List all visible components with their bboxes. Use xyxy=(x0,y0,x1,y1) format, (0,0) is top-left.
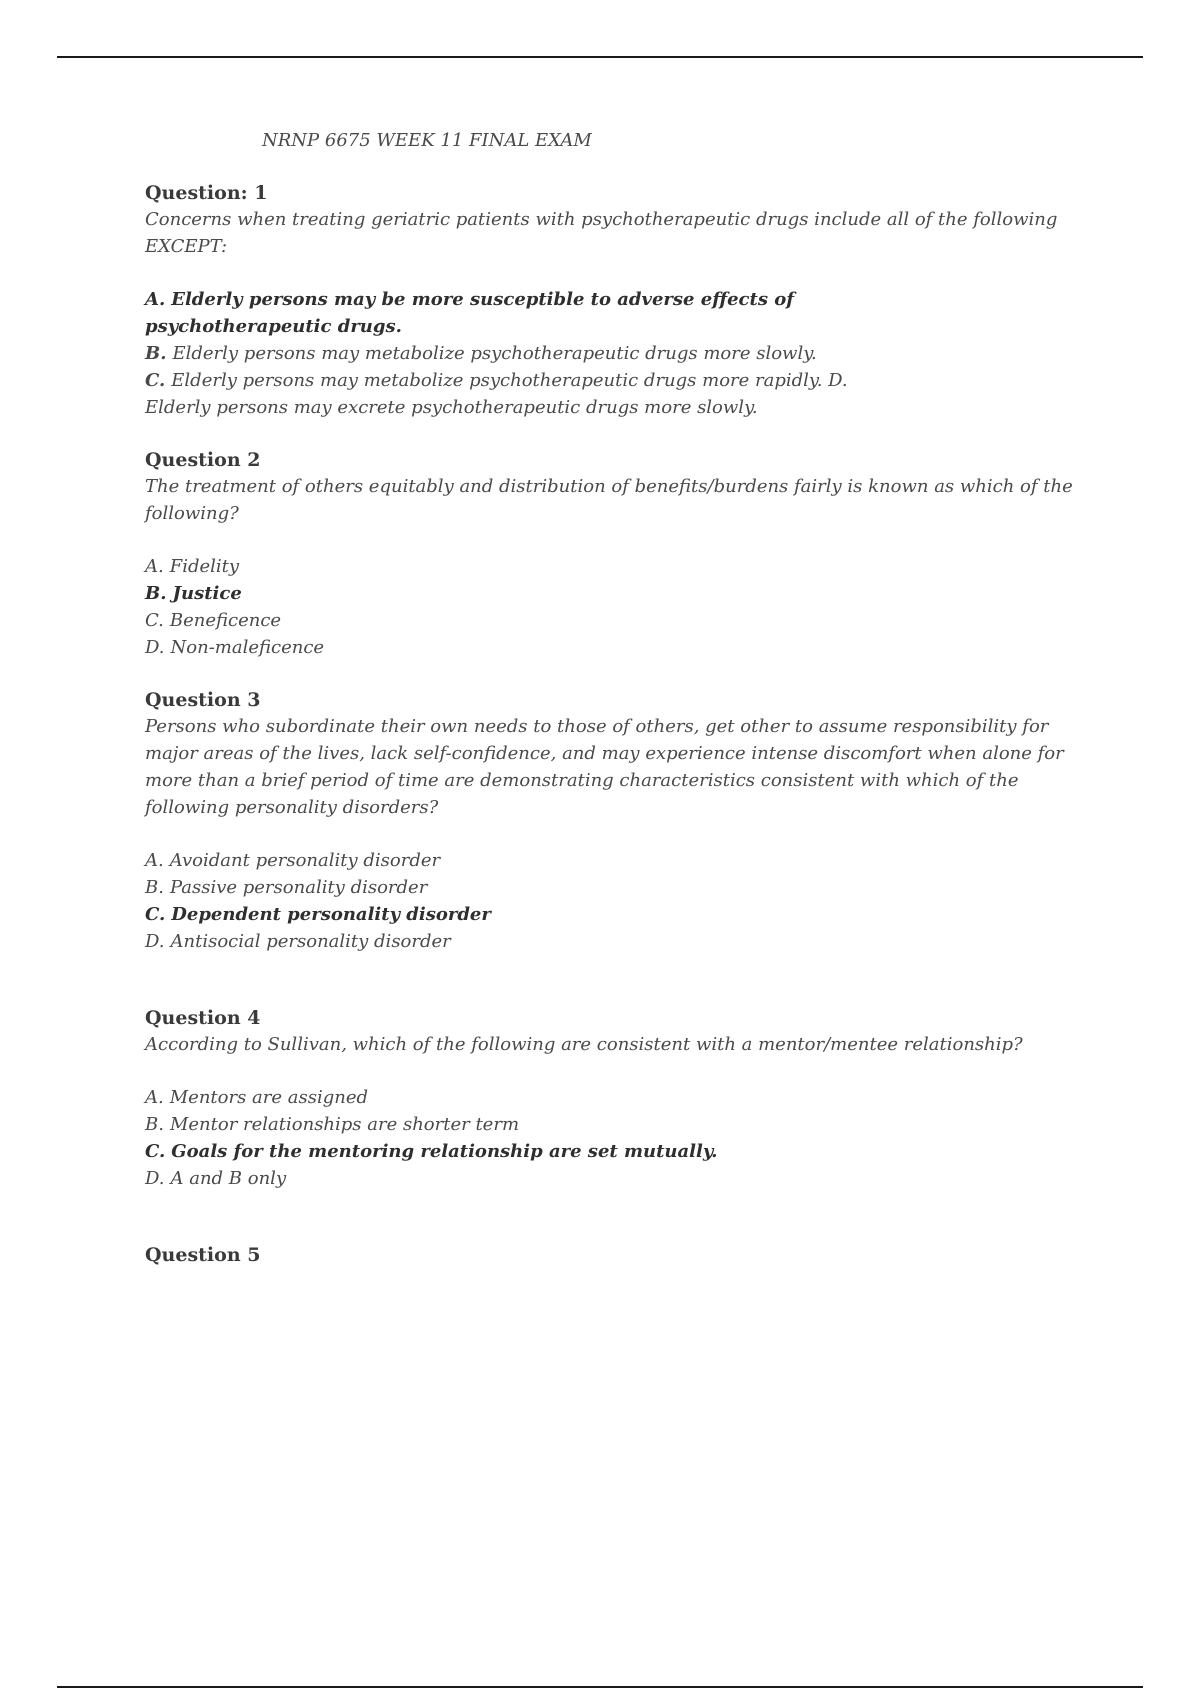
option-text: Antisocial personality disorder xyxy=(170,931,451,952)
question-heading: Question 2 xyxy=(145,449,261,471)
option-letter: A. xyxy=(145,556,164,577)
answer-option xyxy=(145,1084,1085,1111)
option-text: Non-maleficence xyxy=(170,637,325,658)
question-text: According to Sullivan, which of the following are consistent with a mentor/mentee relationship? xyxy=(145,1034,1023,1055)
option-text: Goals for the mentoring relationship are set mutually. xyxy=(171,1141,718,1162)
option-text: Passive personality disorder xyxy=(169,877,428,898)
option-text: Mentors are assigned xyxy=(169,1087,369,1108)
document-title: NRNP 6675 WEEK 11 FINAL EXAM xyxy=(262,130,592,151)
option-text: Elderly persons may metabolize psychotherapeutic drugs more rapidly. D. xyxy=(171,370,848,391)
question-heading: Question: 1 xyxy=(145,182,268,204)
option-letter: C. xyxy=(145,370,166,391)
option-text: Beneficence xyxy=(169,610,282,631)
answer-option xyxy=(145,553,1085,580)
option-text: Avoidant personality disorder xyxy=(169,850,441,871)
answer-option-correct xyxy=(145,1138,1085,1165)
option-text: Elderly persons may excrete psychotherapeutic drugs more slowly. xyxy=(145,397,758,418)
option-text: Elderly persons may metabolize psychotherapeutic drugs more slowly. xyxy=(172,343,817,364)
option-text: A and B only xyxy=(170,1168,287,1189)
question-text: Persons who subordinate their own needs to those of others, get other to assume responsibility for major areas of the lives, lack self-confidence, and may experience intense discomfort when alone for more than a brief period of time are demonstrating characteristics consistent with which of the following personality disorders? xyxy=(145,716,1064,818)
option-letter: D. xyxy=(145,637,165,658)
question-3 xyxy=(145,687,1085,955)
answer-option xyxy=(145,367,1085,394)
question-heading: Question 3 xyxy=(145,689,261,711)
answer-option xyxy=(145,874,1085,901)
option-letter: D. xyxy=(145,931,165,952)
option-letter: C. xyxy=(145,610,164,631)
document-page xyxy=(145,128,1085,1268)
option-letter: B. xyxy=(145,1114,164,1135)
option-text: Elderly persons may be more susceptible to adverse effects of psychotherapeutic drugs. xyxy=(145,289,794,337)
answer-option xyxy=(145,394,1085,421)
answer-option xyxy=(145,1111,1085,1138)
question-2 xyxy=(145,447,1085,661)
option-text: Mentor relationships are shorter term xyxy=(169,1114,520,1135)
question-text: Concerns when treating geriatric patients with psychotherapeutic drugs include all of the following EXCEPT: xyxy=(145,209,1058,257)
option-letter: C. xyxy=(145,904,166,925)
answer-option xyxy=(145,847,1085,874)
option-letter: D. xyxy=(145,1168,165,1189)
question-4 xyxy=(145,1005,1085,1192)
option-letter: C. xyxy=(145,1141,166,1162)
answer-option xyxy=(145,607,1085,634)
answer-option xyxy=(145,928,1085,955)
option-letter: B. xyxy=(145,343,167,364)
option-letter: B. xyxy=(145,877,164,898)
answer-option-correct xyxy=(145,580,1085,607)
top-rule xyxy=(57,56,1143,58)
answer-option xyxy=(145,634,1085,661)
answer-option-correct xyxy=(145,901,1085,928)
option-text: Fidelity xyxy=(169,556,240,577)
question-heading: Question 4 xyxy=(145,1007,261,1029)
option-text: Justice xyxy=(172,583,242,604)
question-text: The treatment of others equitably and distribution of benefits/burdens fairly is known as which of the following? xyxy=(145,476,1073,524)
question-5 xyxy=(145,1242,1085,1268)
option-letter: A. xyxy=(145,1087,164,1108)
question-heading: Question 5 xyxy=(145,1244,261,1266)
bottom-rule xyxy=(57,1686,1143,1688)
answer-option xyxy=(145,340,1085,367)
option-letter: B. xyxy=(145,583,167,604)
option-text: Dependent personality disorder xyxy=(171,904,491,925)
answer-option xyxy=(145,1165,1085,1192)
answer-option-correct xyxy=(145,286,965,340)
option-letter: A. xyxy=(145,850,164,871)
question-1 xyxy=(145,180,1085,421)
option-letter: A. xyxy=(145,289,166,310)
